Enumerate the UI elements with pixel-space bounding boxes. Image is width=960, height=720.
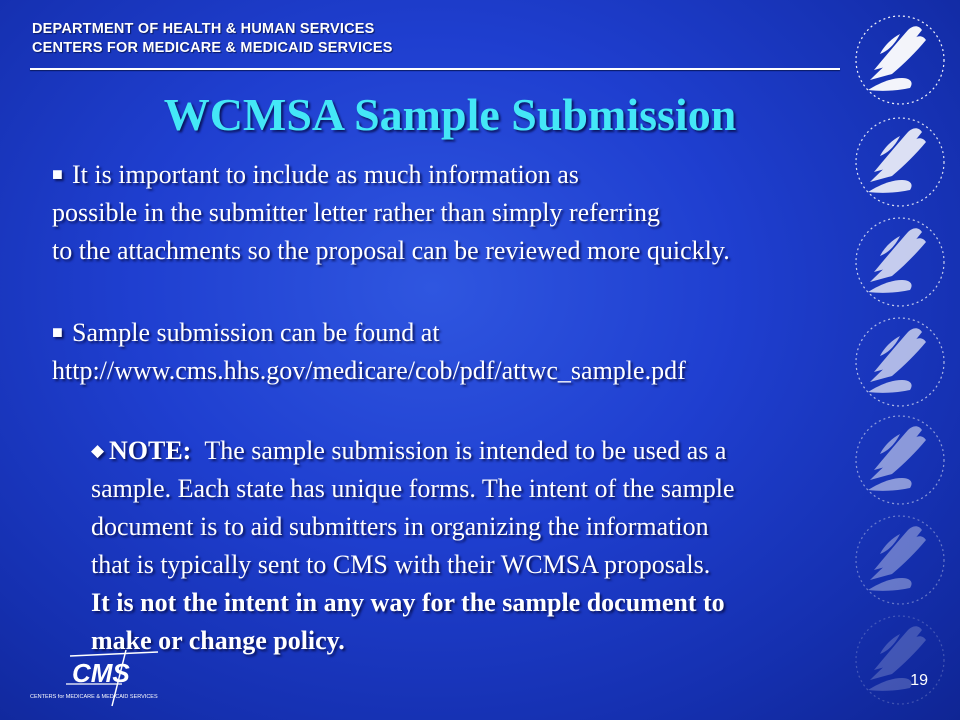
- note-line6: make or change policy.: [91, 626, 345, 655]
- bullet2-line1: Sample submission can be found at: [72, 318, 440, 347]
- header-divider: [30, 68, 840, 70]
- sample-url-link[interactable]: http://www.cms.hhs.gov/medicare/cob/pdf/attwc_sample.pdf: [52, 356, 686, 385]
- note-label: NOTE:: [109, 436, 192, 465]
- agency-header: [32, 20, 393, 58]
- note-line2: sample. Each state has unique forms. The intent of the sample: [91, 474, 735, 503]
- agency-line-2: CENTERS FOR MEDICARE & MEDICAID SERVICES: [32, 40, 393, 56]
- note-line1: The sample submission is intended to be used as a: [204, 436, 727, 465]
- note-line4: that is typically sent to CMS with their WCMSA proposals.: [91, 550, 711, 579]
- cms-logo-text: CMS: [72, 658, 130, 688]
- note-block: [91, 432, 891, 660]
- bullet-important-info: [52, 155, 922, 270]
- cms-logo-caption: CENTERS for MEDICARE & MEDICAID SERVICES: [30, 694, 158, 700]
- bullet1-line3: to the attachments so the proposal can be reviewed more quickly.: [52, 236, 730, 265]
- page-number: 19: [910, 672, 928, 689]
- bullet1-line1: It is important to include as much information as: [72, 160, 579, 189]
- diamond-bullet-icon: ◆: [91, 441, 105, 460]
- cms-logo: [26, 648, 166, 708]
- bullet-sample-location: [52, 313, 922, 390]
- bullet1-line2: possible in the submitter letter rather than simply referring: [52, 198, 660, 227]
- note-line3: document is to aid submitters in organizing the information: [91, 512, 709, 541]
- agency-line-1: DEPARTMENT OF HEALTH & HUMAN SERVICES: [32, 21, 375, 37]
- square-bullet-icon: ■: [52, 322, 63, 342]
- note-line5: It is not the intent in any way for the sample document to: [91, 588, 725, 617]
- slide-title: WCMSA Sample Submission: [163, 89, 737, 140]
- square-bullet-icon: ■: [52, 164, 63, 184]
